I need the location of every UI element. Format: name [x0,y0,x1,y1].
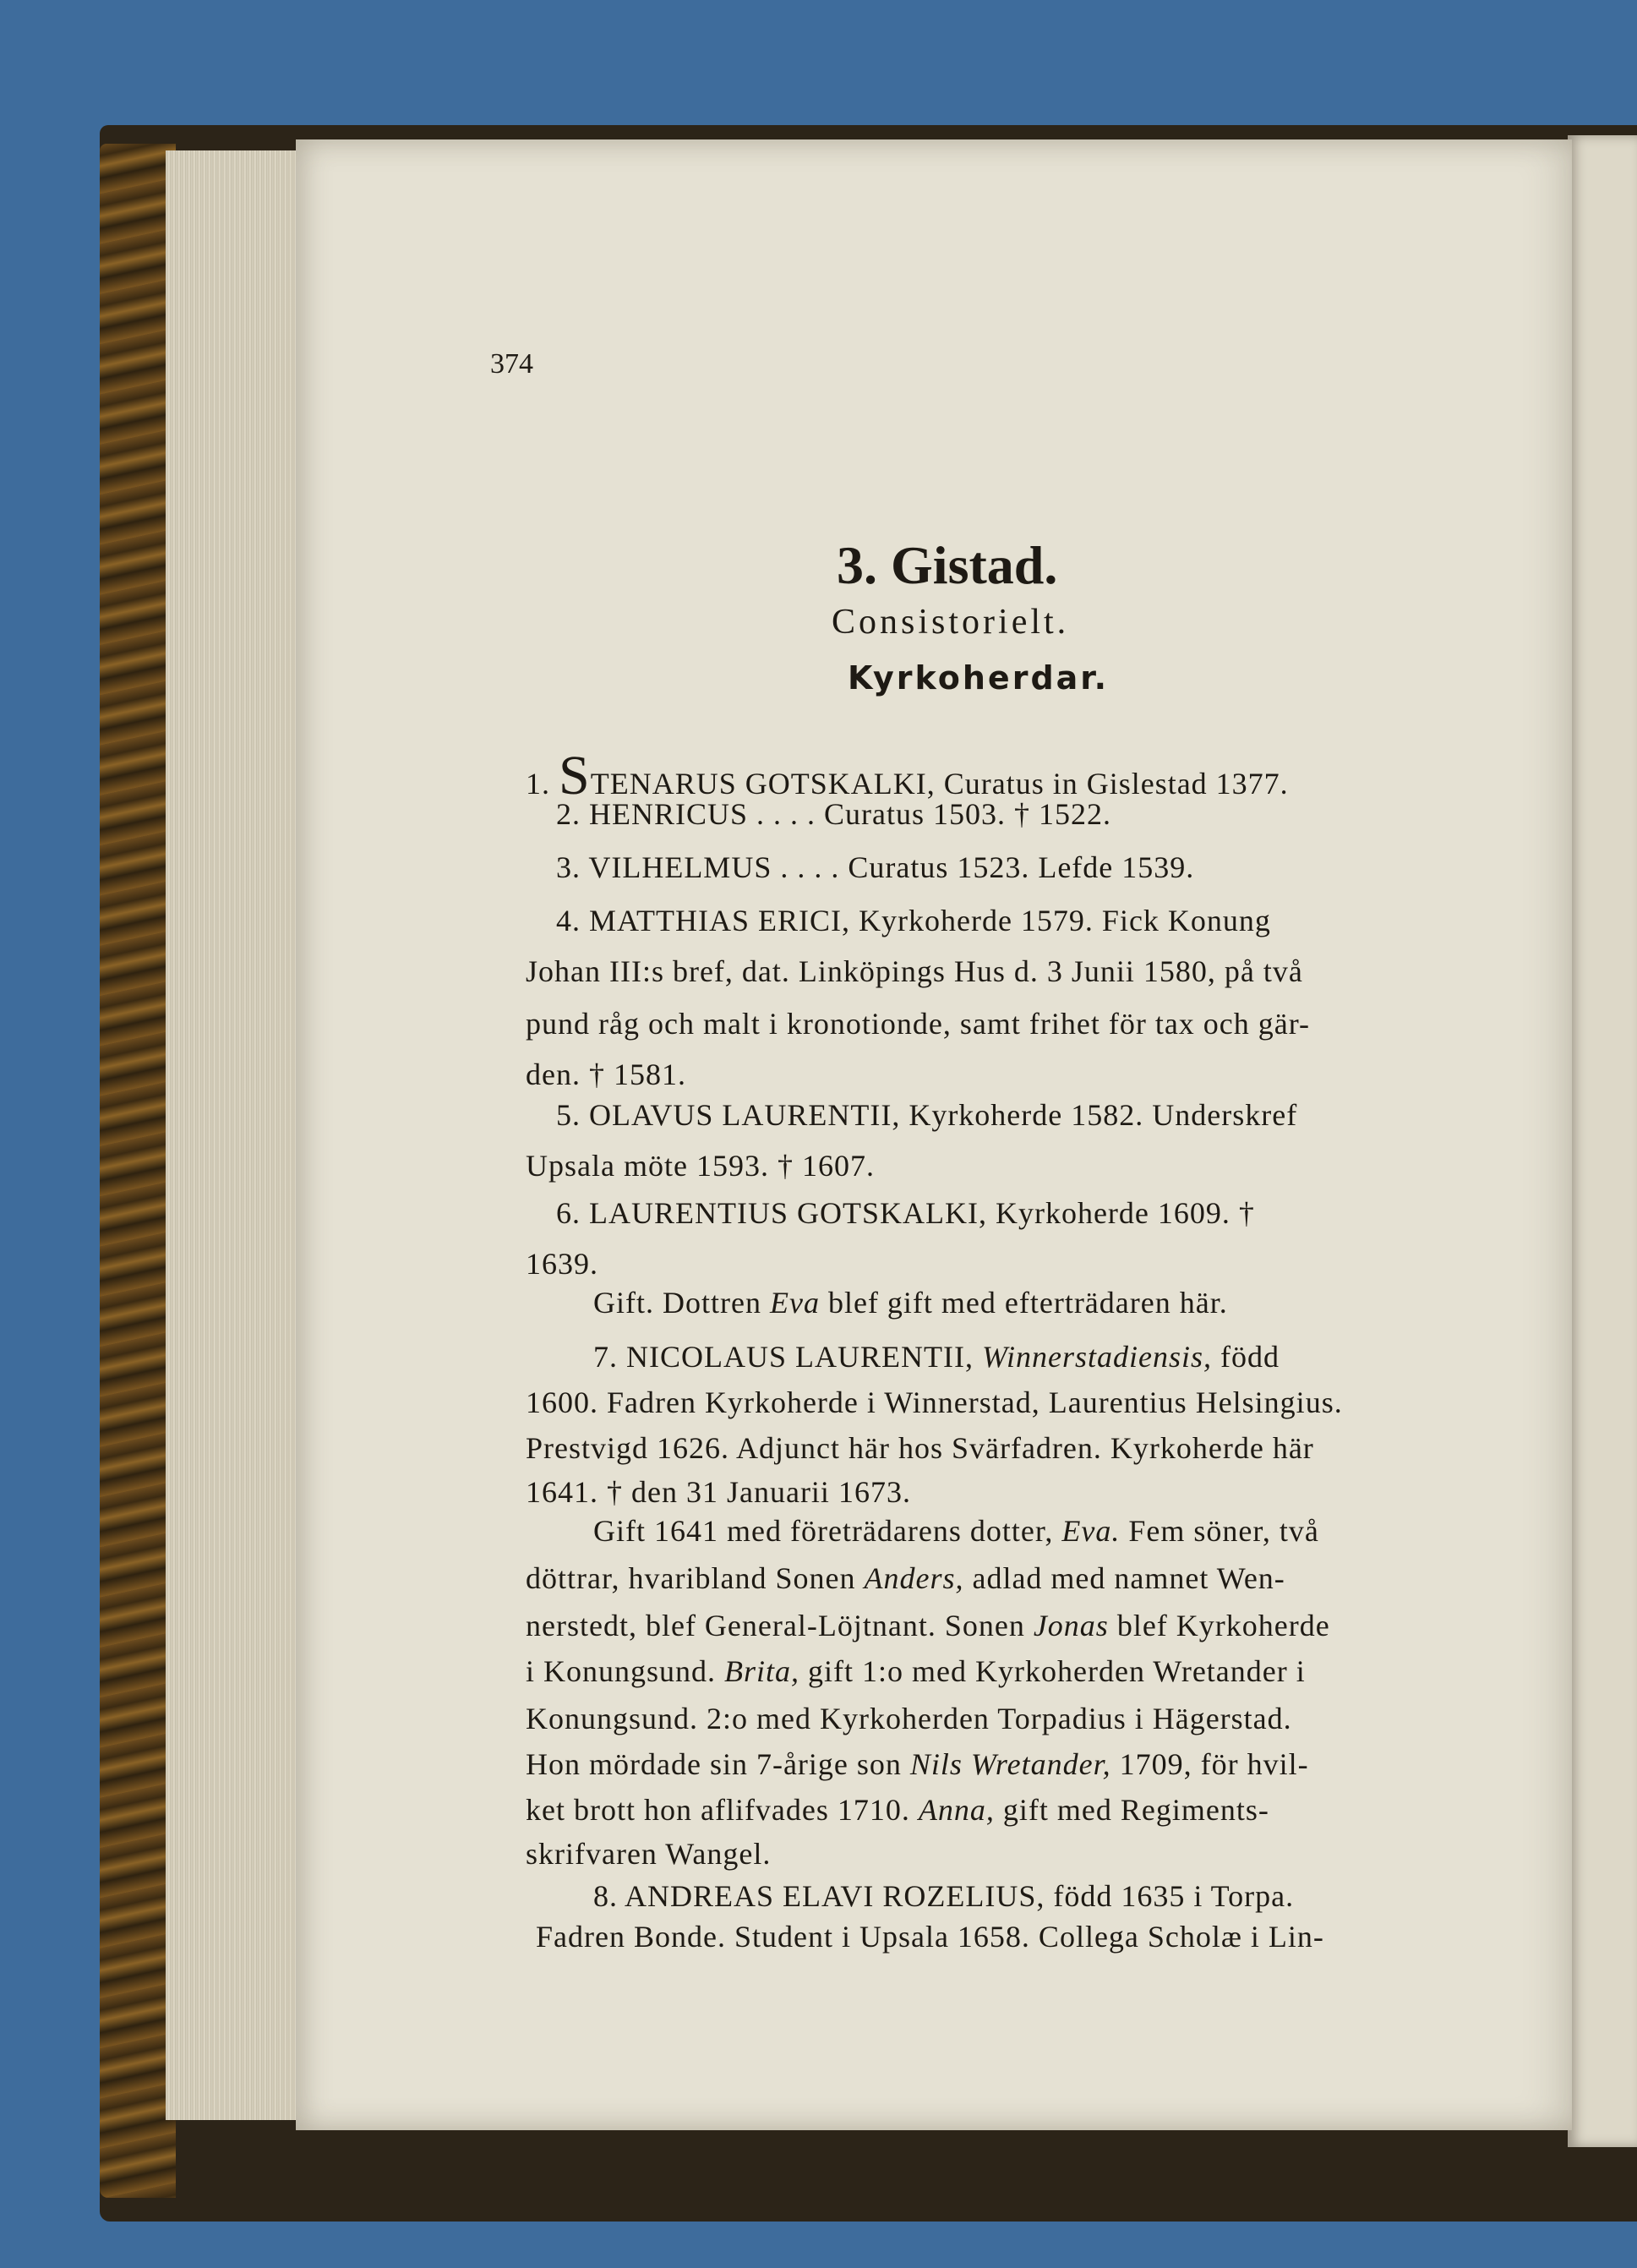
entry-8-line-1: 8. ANDREAS ELAVI ROZELIUS, född 1635 i Torpa. [593,1879,1295,1913]
entry-7-line-1: 7. NICOLAUS LAURENTII, Winnerstadiensis, född [593,1340,1280,1374]
italic-name: Anna, [918,1793,995,1827]
gift-line-2: döttrar, hvaribland Sonen Anders, adlad med namnet Wen- [526,1561,1285,1595]
italic-name: Eva [769,1286,820,1320]
entry-4-line-3: pund råg och malt i kronotionde, samt frihet för tax och gär- [526,1007,1311,1041]
facing-page-edge [1568,135,1637,2147]
entry-2: 2. HENRICUS . . . . Curatus 1503. † 1522. [556,797,1112,831]
entry-8-line-2: Fadren Bonde. Student i Upsala 1658. Collega Scholæ i Lin- [536,1920,1324,1954]
entry-5-line-1: 5. OLAVUS LAURENTII, Kyrkoherde 1582. Underskref [556,1098,1298,1132]
entry-3: 3. VILHELMUS . . . . Curatus 1523. Lefde 1539. [556,850,1195,884]
book-spine [100,144,176,2198]
entry-5-line-2: Upsala möte 1593. † 1607. [526,1149,875,1183]
drop-cap: S [559,745,591,806]
subheading: Consistorielt. [832,603,1070,642]
section-heading: Kyrkoherdar. [848,659,1110,697]
italic-name: Nils Wretander, [909,1747,1111,1781]
book-page [296,139,1572,2130]
entry-7-line-2: 1600. Fadren Kyrkoherde i Winnerstad, Laurentius Helsingius. [526,1385,1343,1419]
gift-line-7: ket brott hon aflifvades 1710. Anna, gift med Regiments- [526,1793,1269,1827]
gift-line-3: nerstedt, blef General-Löjtnant. Sonen Jonas blef Kyrkoherde [526,1609,1330,1642]
entry-4-line-2: Johan III:s bref, dat. Linköpings Hus d. 3 Junii 1580, på två [526,954,1303,988]
entry-6-line-2: 1639. [526,1247,598,1281]
gift-line-1: Gift 1641 med företrädarens dotter, Eva. Fem söner, två [593,1514,1319,1548]
gift-line-6: Hon mördade sin 7-årige son Nils Wretander, 1709, för hvil- [526,1747,1309,1781]
italic-name: Winnerstadiensis, [981,1340,1212,1374]
gift-line-8: skrifvaren Wangel. [526,1837,772,1871]
gift-line-5: Konungsund. 2:o med Kyrkoherden Torpadius i Hägerstad. [526,1702,1292,1735]
page-edges [166,150,301,2120]
italic-name: Anders, [864,1561,964,1595]
entry-6-line-1: 6. LAURENTIUS GOTSKALKI, Kyrkoherde 1609. † [556,1196,1255,1230]
entry-7-line-4: 1641. † den 31 Januarii 1673. [526,1475,911,1509]
italic-name: Eva. [1061,1514,1121,1548]
entry-number: 1. [526,767,550,801]
entry-text: TENARUS GOTSKALKI, Curatus in Gislestad 1377. [590,767,1289,801]
italic-name: Brita, [724,1654,800,1688]
page-number: 374 [490,348,533,380]
entry-7-line-3: Prestvigd 1626. Adjunct här hos Svärfadren. Kyrkoherde här [526,1431,1314,1465]
chapter-heading: 3. Gistad. [837,535,1058,595]
entry-4-line-4: den. † 1581. [526,1057,686,1091]
italic-name: Jonas [1033,1609,1109,1642]
gift-line-4: i Konungsund. Brita, gift 1:o med Kyrkoherden Wretander i [526,1654,1306,1688]
entry-6-note: Gift. Dottren Eva blef gift med efterträdaren här. [593,1286,1228,1320]
entry-4-line-1: 4. MATTHIAS ERICI, Kyrkoherde 1579. Fick Konung [556,904,1271,937]
